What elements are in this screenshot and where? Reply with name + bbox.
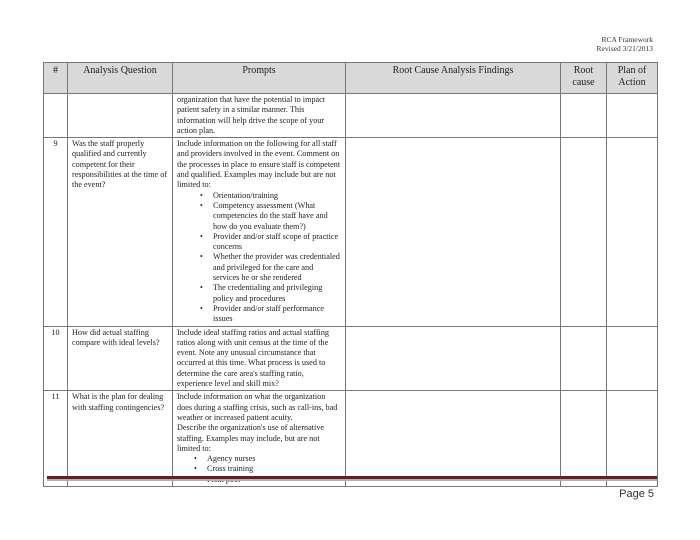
- prompt-cell: [173, 391, 346, 487]
- row-number: [44, 94, 68, 138]
- bullet-item: • Cross training: [197, 464, 341, 474]
- bullet-item: • Competency assessment (What competencies do the staff have and how do you evaluate them?): [203, 201, 341, 232]
- rca-table: [43, 62, 658, 487]
- page-number: Page 5: [619, 488, 654, 500]
- prompt-text: Include information on the following for all staff and providers involved in the event. Comment on the processes in place to ensure staff is competent and qualified. Examples may include but are not limited to:: [177, 139, 341, 190]
- findings-cell[interactable]: [346, 326, 561, 391]
- analysis-question: What is the plan for dealing with staffing contingencies?: [68, 391, 173, 487]
- root-cause-cell[interactable]: [561, 94, 607, 138]
- root-cause-cell[interactable]: [561, 391, 607, 487]
- bullet-item: • The credentialing and privileging policy and procedures: [203, 283, 341, 304]
- plan-of-action-cell[interactable]: [607, 326, 658, 391]
- col-header-findings: Root Cause Analysis Findings: [346, 63, 561, 94]
- row-number: 10: [44, 326, 68, 391]
- root-cause-cell[interactable]: [561, 138, 607, 326]
- footer-divider: [47, 476, 657, 481]
- analysis-question: [68, 94, 173, 138]
- header-revision-date: Revised 3/21/2013: [596, 44, 653, 53]
- table-header-row: [44, 63, 658, 94]
- findings-cell[interactable]: [346, 138, 561, 326]
- header-title: RCA Framework: [601, 35, 653, 44]
- row-number: 9: [44, 138, 68, 326]
- table-row: [44, 138, 658, 326]
- table-row: [44, 391, 658, 487]
- col-header-number: #: [44, 63, 68, 94]
- bullet-item: • Whether the provider was credentialed and privileged for the care and services he or she rendered: [203, 252, 341, 283]
- document-header: [597, 35, 653, 53]
- prompt-text: organization that have the potential to impact patient safety in a similar manner. This information will help drive the scope of your action plan.: [173, 94, 346, 138]
- table-row: [44, 326, 658, 391]
- prompt-text: Include information on what the organization does during a staffing crisis, such as call-ins, bad weather or increased patient acuity.: [177, 392, 338, 422]
- plan-of-action-cell[interactable]: [607, 391, 658, 487]
- col-header-root-cause: Root cause: [561, 63, 607, 94]
- plan-of-action-cell[interactable]: [607, 138, 658, 326]
- bullet-item: • Provider and/or staff scope of practice concerns: [203, 232, 341, 253]
- findings-cell[interactable]: [346, 391, 561, 487]
- analysis-question: How did actual staffing compare with ideal levels?: [68, 326, 173, 391]
- col-header-plan-of-action: Plan of Action: [607, 63, 658, 94]
- findings-cell[interactable]: [346, 94, 561, 138]
- root-cause-cell[interactable]: [561, 326, 607, 391]
- analysis-question: Was the staff properly qualified and currently competent for their responsibilities at the time of the event?: [68, 138, 173, 326]
- prompt-bullet-list: [177, 191, 341, 325]
- col-header-analysis-question: Analysis Question: [68, 63, 173, 94]
- plan-of-action-cell[interactable]: [607, 94, 658, 138]
- table-row: [44, 94, 658, 138]
- bullet-item: • Provider and/or staff performance issues: [203, 304, 341, 325]
- prompt-text-secondary: Describe the organization's use of alternative staffing. Examples may include, but are not limited to:: [177, 423, 325, 453]
- bullet-item: • Orientation/training: [203, 191, 341, 201]
- prompt-cell: [173, 138, 346, 326]
- col-header-prompts: Prompts: [173, 63, 346, 94]
- bullet-item: • Agency nurses: [197, 454, 341, 464]
- row-number: 11: [44, 391, 68, 487]
- prompt-text: Include ideal staffing ratios and actual staffing ratios along with unit census at the time of the event. Note any unusual circumstance that occurred at this time. What process is used to determine the care area's staffing ratio, experience level and skill mix?: [173, 326, 346, 391]
